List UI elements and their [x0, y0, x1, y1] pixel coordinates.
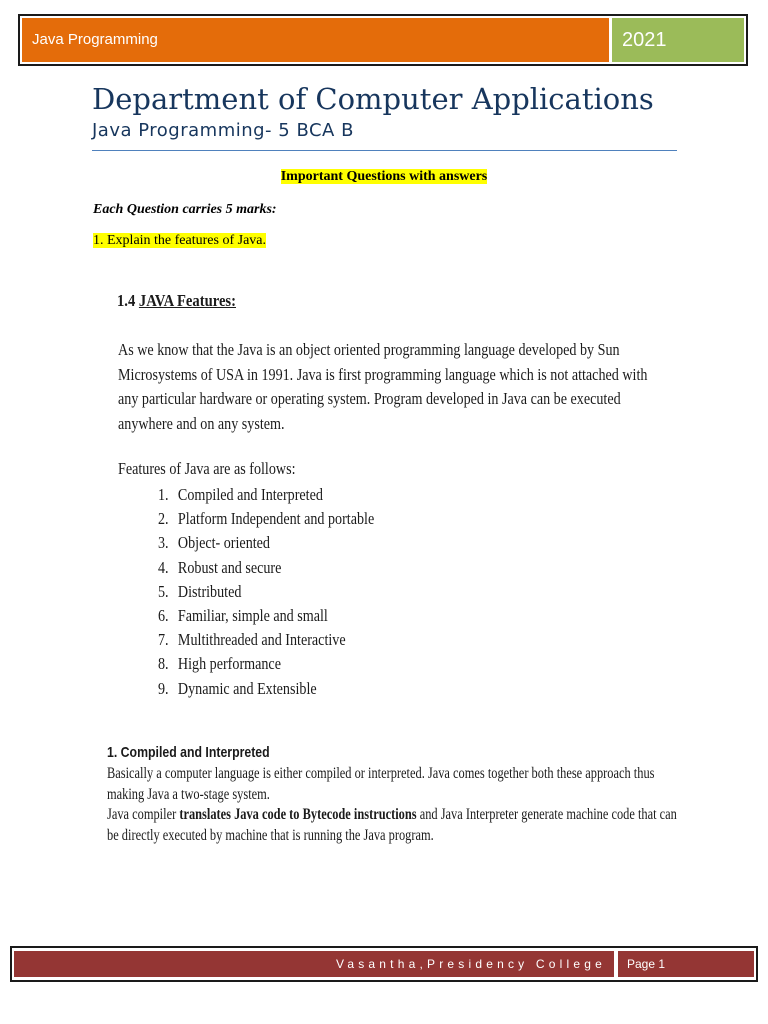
bold-text-run: translates Java code to Bytecode instructions [179, 806, 417, 823]
page-subtitle: Java Programming- 5 BCA B [92, 120, 354, 141]
list-item-text: Compiled and Interpreted [177, 485, 323, 504]
marks-note: Each Question carries 5 marks: [93, 202, 277, 217]
important-questions-heading [0, 169, 768, 185]
section-number: 1.4 [117, 291, 136, 310]
text-run: Java compiler [107, 806, 180, 823]
list-item-text: Object- oriented [177, 533, 270, 553]
list-item-number: 9. [158, 678, 169, 698]
list-item-text: Platform Independent and portable [177, 509, 375, 529]
paragraph-line: Basically a computer language is either compiled or interpreted. Java comes together both these approach thus [107, 765, 655, 782]
list-item-text: Familiar, simple and small [177, 606, 328, 626]
list-item-number: 8. [158, 654, 169, 674]
page-title: Department of Computer Applications [92, 82, 654, 116]
list-item-number: 4. [158, 557, 169, 577]
list-item-number: 1. [158, 485, 169, 504]
list-item [158, 483, 374, 507]
list-item-number: 5. [158, 581, 169, 601]
list-item-number: 7. [158, 630, 169, 650]
question-1-text: 1. Explain the features of Java. [93, 233, 266, 248]
paragraph-line: any particular hardware or operating system. Program developed in Java can be executed [118, 389, 621, 408]
important-questions-text: Important Questions with answers [280, 169, 488, 184]
paragraph-line: anywhere and on any system. [118, 413, 285, 433]
header-course-label: Java Programming [22, 18, 609, 62]
subsection-paragraph [107, 764, 683, 846]
paragraph-line [107, 805, 683, 826]
list-item-text: Multithreaded and Interactive [177, 630, 346, 650]
list-item [158, 677, 374, 701]
list-item [158, 580, 374, 604]
list-item-number: 6. [158, 606, 169, 626]
list-item-number: 3. [158, 533, 169, 553]
list-item [158, 652, 374, 676]
paragraph-line: As we know that the Java is an object oriented programming language developed by Sun [118, 340, 620, 359]
scanned-content [90, 285, 690, 855]
list-item-text: Distributed [177, 581, 242, 601]
features-heading: Features of Java are as follows: [118, 459, 296, 478]
list-item [158, 556, 374, 580]
footer-author: Vasantha,Presidency College [14, 951, 614, 977]
question-1 [93, 233, 266, 249]
list-item [158, 628, 374, 652]
section-heading [117, 291, 236, 311]
list-item-text: Dynamic and Extensible [177, 678, 317, 698]
list-item [158, 604, 374, 628]
subsection-heading: 1. Compiled and Interpreted [107, 744, 270, 761]
footer-page-number: Page 1 [618, 951, 754, 977]
list-item-number: 2. [158, 509, 169, 529]
list-item [158, 507, 374, 531]
paragraph-line: Microsystems of USA in 1991. Java is first programming language which is not attached with [118, 364, 648, 384]
list-item [158, 531, 374, 555]
section-title: JAVA Features: [138, 291, 237, 310]
text-run: and Java Interpreter generate machine code that can [416, 806, 677, 823]
paragraph-line: making Java a two-stage system. [107, 785, 270, 803]
paragraph-line: be directly executed by machine that is running the Java program. [107, 826, 434, 844]
header-year: 2021 [612, 18, 744, 62]
features-list [158, 483, 374, 701]
list-item-text: High performance [177, 654, 281, 674]
list-item-text: Robust and secure [177, 557, 282, 577]
title-divider [92, 150, 677, 151]
intro-paragraph [118, 338, 648, 436]
